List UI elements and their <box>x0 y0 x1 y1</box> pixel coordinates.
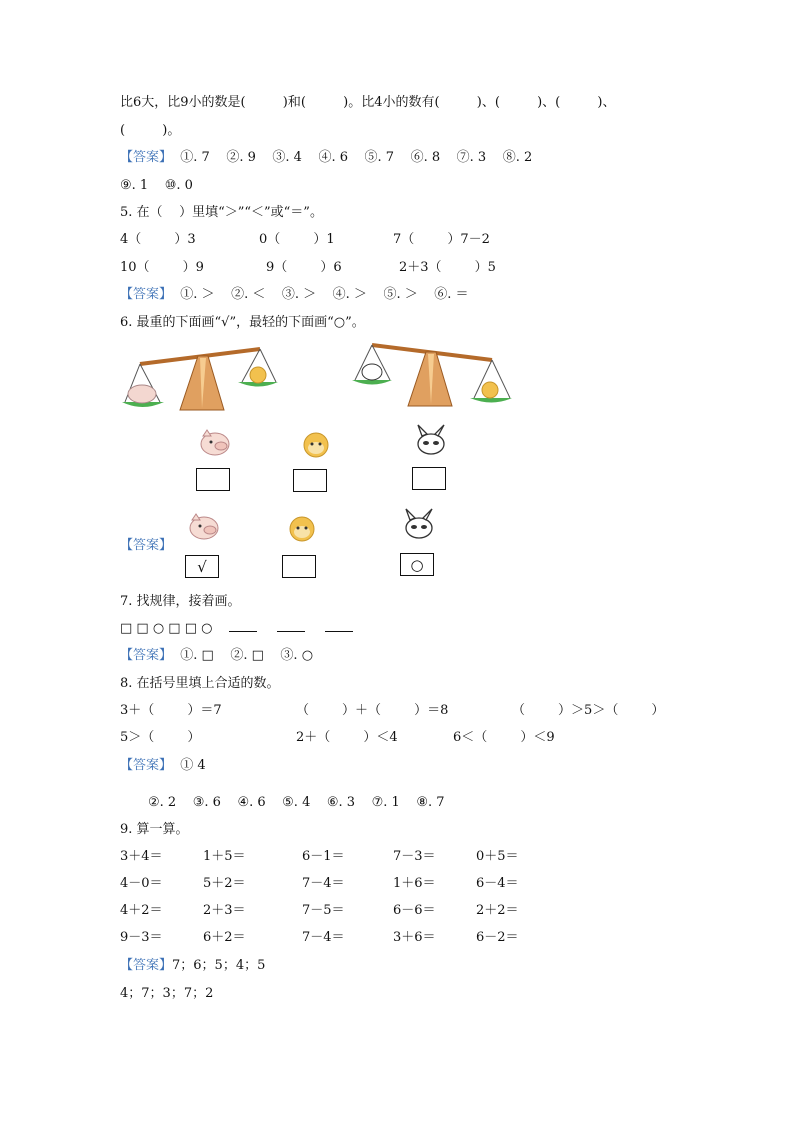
q4-answer-values: ①. 7 ②. 9 ③. 4 ④. 6 ⑤. 7 ⑥. 8 ⑦. 3 ⑧. 2 <box>172 150 533 165</box>
calc-item: 7－3＝ <box>393 849 436 864</box>
calc-item: 0＋5＝ <box>476 849 519 864</box>
q7-title: 7. 找规律，接着画。 <box>120 594 241 609</box>
q8-r2-c3: 6＜（ ）＜9 <box>453 730 555 745</box>
answer-box-rabbit-mark: ○ <box>400 553 434 576</box>
q5-r2-c3: 2＋3（ ）5 <box>399 260 496 275</box>
answer-label: 【答案】 <box>120 758 173 773</box>
q4-answer-cont: ⑨. 1 ⑩. 0 <box>120 178 193 193</box>
calc-item: 3＋6＝ <box>393 930 436 945</box>
q4-line2: ( )。 <box>120 123 181 138</box>
q8-r2-c2: 2＋（ ）＜4 <box>296 730 398 745</box>
q5-answer-values: ①. ＞ ②. ＜ ③. ＞ ④. ＞ ⑤. ＞ ⑥. ＝ <box>172 287 469 302</box>
calc-item: 9－3＝ <box>120 930 163 945</box>
calc-item: 7－4＝ <box>302 930 345 945</box>
balance-scale-1 <box>120 344 280 414</box>
q6-title: 6. 最重的下面画“√”，最轻的下面画“○”。 <box>120 315 365 330</box>
q7-pattern <box>120 620 373 638</box>
calc-item: 6－1＝ <box>302 849 345 864</box>
answer-label: 【答案】 <box>120 538 173 553</box>
calc-item: 6－6＝ <box>393 903 436 918</box>
calc-item: 6－2＝ <box>476 930 519 945</box>
rabbit-head-icon <box>412 424 450 456</box>
answer-label: 【答案】 <box>120 958 173 973</box>
q4-line1: 比6大，比9小的数是( )和( )。比4小的数有( )、( )、( )、 <box>120 95 616 110</box>
q5-answer <box>120 286 469 304</box>
answer-box-rabbit[interactable] <box>412 467 446 490</box>
pig-head-icon <box>128 385 156 403</box>
q5-r2-c1: 10（ ）9 <box>120 260 204 275</box>
calc-item: 6－4＝ <box>476 876 519 891</box>
q6-answer-label <box>120 537 172 555</box>
q5-r1-c3: 7（ ）7－2 <box>393 232 490 247</box>
answer-box-pig[interactable] <box>196 468 230 491</box>
answer-label: 【答案】 <box>120 287 173 302</box>
q7-pattern-shapes: □ □ ○ □ □ ○ <box>120 621 213 636</box>
calc-item: 5＋2＝ <box>203 876 246 891</box>
calc-item: 4－0＝ <box>120 876 163 891</box>
fill-blank-2[interactable] <box>277 621 305 632</box>
q8-answer <box>120 757 206 775</box>
q8-title: 8. 在括号里填上合适的数。 <box>120 676 280 691</box>
calc-item: 6＋2＝ <box>203 930 246 945</box>
calc-item: 1＋6＝ <box>393 876 436 891</box>
q5-r2-c2: 9（ ）6 <box>266 260 342 275</box>
q9-answer-cont: 4；7；3；7；2 <box>120 986 214 1001</box>
calc-item: 3＋4＝ <box>120 849 163 864</box>
q7-answer <box>120 647 313 665</box>
calc-item: 2＋3＝ <box>203 903 246 918</box>
answer-box-monkey-mark <box>282 555 316 578</box>
q8-answer-cont: ②. 2 ③. 6 ④. 6 ⑤. 4 ⑥. 3 ⑦. 1 ⑧. 7 <box>148 795 445 810</box>
pig-head-icon <box>186 512 222 542</box>
monkey-head-icon <box>298 430 334 460</box>
q5-title: 5. 在（ ）里填“＞”“＜”或“＝”。 <box>120 205 323 220</box>
rabbit-head-icon <box>400 508 438 540</box>
calc-item: 4＋2＝ <box>120 903 163 918</box>
pig-head-icon <box>197 428 233 458</box>
calc-item: 7－5＝ <box>302 903 345 918</box>
calc-item: 1＋5＝ <box>203 849 246 864</box>
q5-r1-c1: 4（ ）3 <box>120 232 196 247</box>
q5-r1-c2: 0（ ）1 <box>259 232 335 247</box>
rabbit-head-icon <box>362 364 382 380</box>
q8-r1-c3: （ ）＞5＞（ ） <box>512 703 665 718</box>
fill-blank-3[interactable] <box>325 621 353 632</box>
q8-r1-c1: 3＋（ ）＝7 <box>120 703 222 718</box>
monkey-head-icon <box>284 514 320 544</box>
answer-label: 【答案】 <box>120 648 173 663</box>
q8-r1-c2: （ ）＋（ ）＝8 <box>296 703 449 718</box>
answer-box-pig-mark: √ <box>185 555 219 578</box>
fill-blank-1[interactable] <box>229 621 257 632</box>
q4-answer <box>120 149 532 167</box>
q9-answer <box>120 957 265 975</box>
q8-answer-first: ① 4 <box>172 758 206 773</box>
q7-answer-values: ①. □ ②. □ ③. ○ <box>172 648 314 663</box>
calc-item: 7－4＝ <box>302 876 345 891</box>
q9-answer-values: 7；6；5；4；5 <box>172 958 266 973</box>
answer-label: 【答案】 <box>120 150 173 165</box>
calc-item: 2＋2＝ <box>476 903 519 918</box>
q9-title: 9. 算一算。 <box>120 822 189 837</box>
monkey-head-icon <box>250 367 266 383</box>
monkey-head-icon <box>482 382 498 398</box>
answer-box-monkey[interactable] <box>293 469 327 492</box>
q8-r2-c1: 5＞（ ） <box>120 730 201 745</box>
balance-scale-2 <box>352 340 512 410</box>
